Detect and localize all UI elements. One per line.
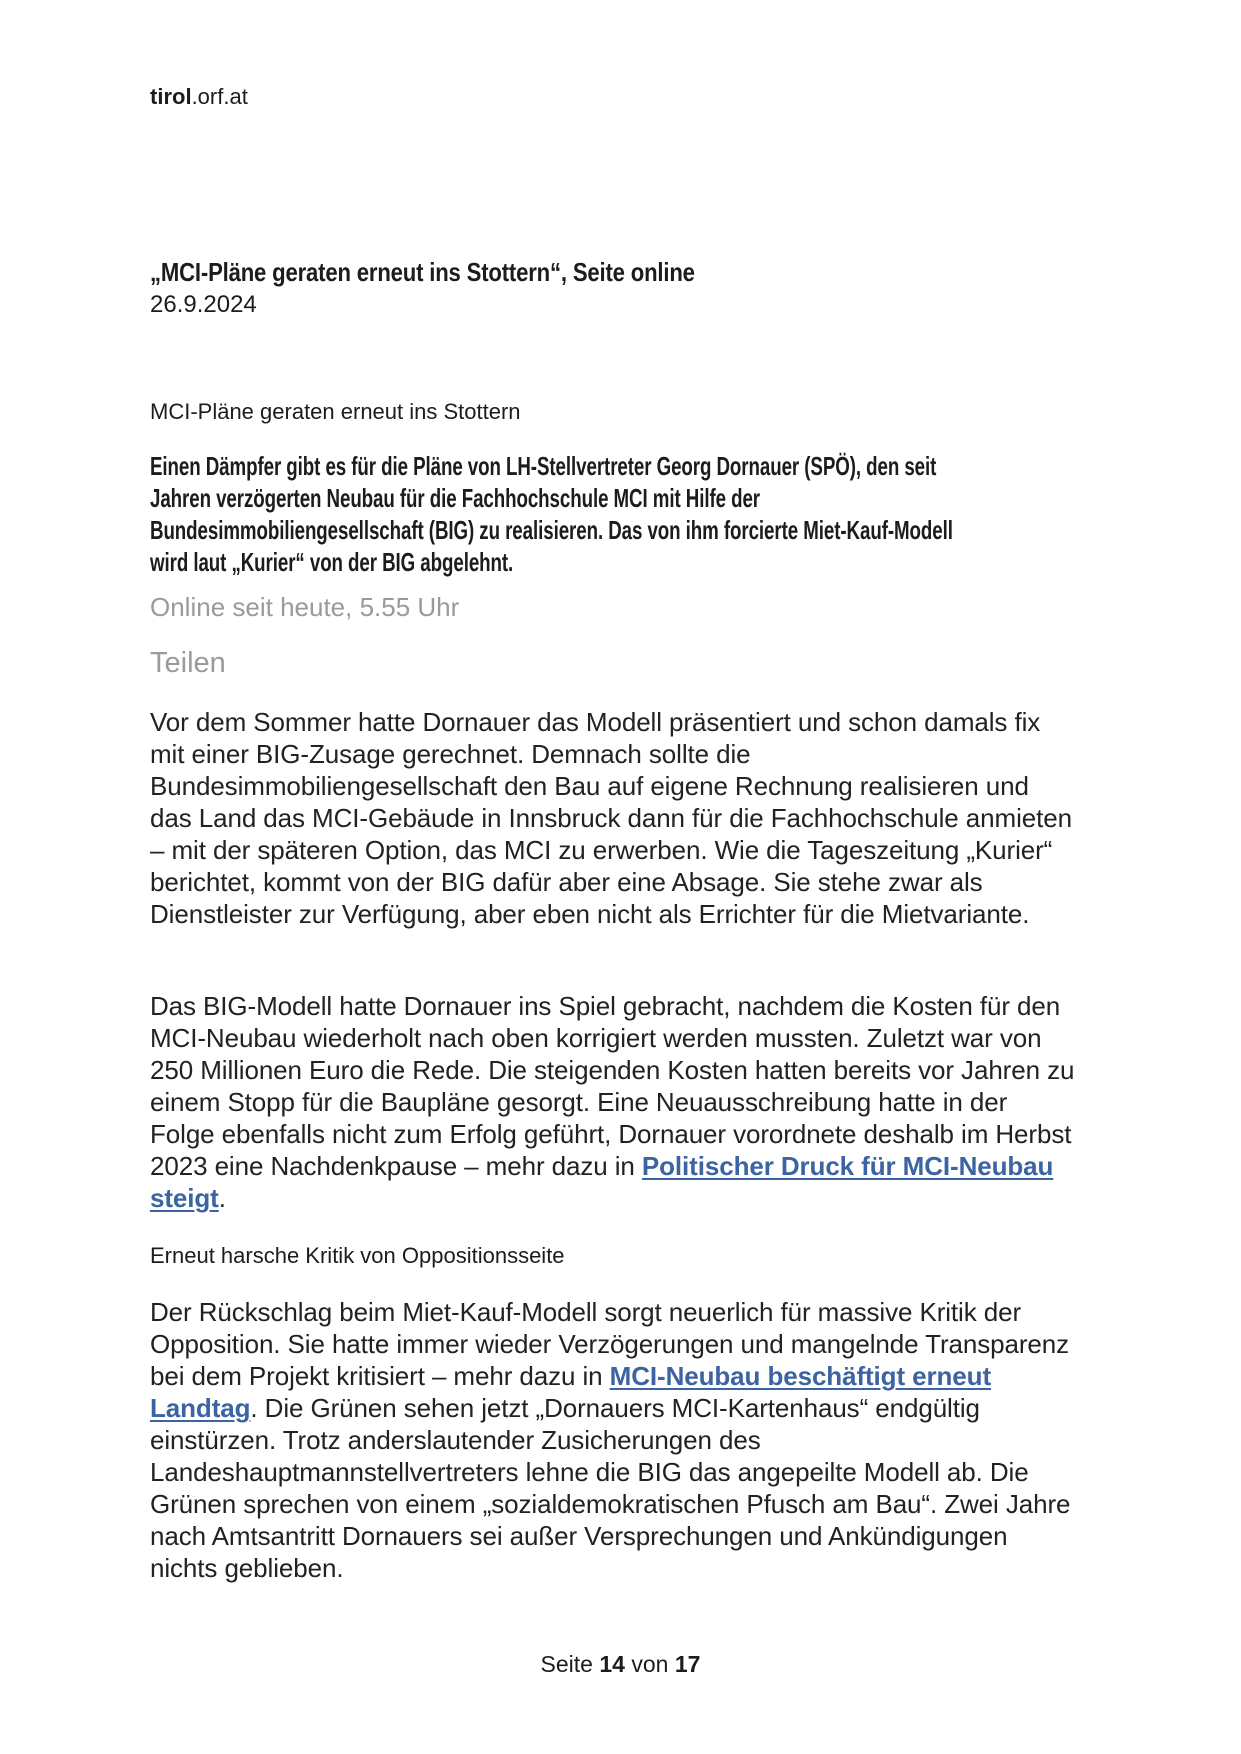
link-politischer-druck-mci-neubau[interactable]: Politischer Druck für MCI-Neubau steigt (150, 1151, 1054, 1213)
site-brand-bold: tirol (150, 84, 192, 109)
article-paragraph-3 (150, 1296, 1075, 1584)
site-brand-rest: .orf.at (191, 84, 248, 109)
share-button[interactable]: Teilen (150, 647, 226, 679)
page-number-total: 17 (674, 1651, 701, 1677)
link-mci-neubau-landtag[interactable]: MCI-Neubau beschäftigt erneut Landtag (150, 1361, 992, 1423)
paragraph-3-text: Der Rückschlag beim Miet-Kauf-Modell sorgt neuerlich für massive Kritik der Opposition. Sie hatte immer wieder Verzögerungen und mangelnde Transparenz bei dem Projekt kritisiert – mehr dazu in (150, 1297, 1070, 1391)
paragraph-2-text-after: . (218, 1183, 226, 1213)
article-lead-wrap (150, 450, 986, 578)
page-number-label: Seite (540, 1651, 600, 1677)
article-kicker: MCI-Pläne geraten erneut ins Stottern (150, 399, 521, 424)
page-title: „MCI-Pläne geraten erneut ins Stottern“, Seite online (150, 257, 695, 287)
article-paragraph-1: Vor dem Sommer hatte Dornauer das Modell präsentiert und schon damals fix mit einer BIG-Zusage gerechnet. Demnach sollte die Bundesimmobiliengesellschaft den Bau auf eigene Rechnung realisieren und das Land das MCI-Gebäude in Innsbruck dann für die Fachhochschule anmieten – mit der späteren Option, das MCI zu erwerben. Wie die Tageszeitung „Kurier“ berichtet, kommt von der BIG dafür aber eine Absage. Sie stehe zwar als Dienstleister zur Verfügung, aber eben nicht als Errichter für die Mietvariante. (150, 707, 1072, 929)
title-block (150, 256, 1210, 320)
article-lead: Einen Dämpfer gibt es für die Pläne von LH-Stellvertreter Georg Dornauer (SPÖ), den seit Jahren verzögerten Neubau für die Fachhochschule MCI mit Hilfe der Bundesimmobiliengesellschaft (BIG) zu realisieren. Das von ihm forcierte Miet-Kauf-Modell wird laut „Kurier“ von der BIG abgelehnt. (150, 451, 953, 577)
paragraph-2-text: Das BIG-Modell hatte Dornauer ins Spiel gebracht, nachdem die Kosten für den MCI-Neubau wiederholt nach oben korrigiert werden mussten. Zuletzt war von 250 Millionen Euro die Rede. Die steigenden Kosten hatten bereits vor Jahren zu einem Stopp für die Baupläne gesorgt. Eine Neuausschreibung hatte in der Folge ebenfalls nicht zum Erfolg geführt, Dornauer vorordnete deshalb im Herbst 2023 eine Nachdenkpause – mehr dazu in (150, 991, 1075, 1181)
paragraph-3-text-after: . Die Grünen sehen jetzt „Dornauers MCI-Kartenhaus“ endgültig einstürzen. Trotz anderslautender Zusicherungen des Landeshauptmannstellvertreters lehne die BIG das angepeilte Modell ab. Die Grünen sprechen von einem „sozialdemokratischen Pfusch am Bau“. Zwei Jahre nach Amtsantritt Dornauers sei außer Versprechungen und Ankündigungen nichts geblieben. (150, 1393, 1071, 1583)
site-brand (150, 84, 248, 110)
page-number-current: 14 (599, 1651, 625, 1677)
page-number (0, 1650, 1241, 1678)
article-paragraph-2 (150, 990, 1075, 1214)
page-number-separator: von (624, 1651, 675, 1677)
article-subheading: Erneut harsche Kritik von Oppositionsseite (150, 1243, 565, 1268)
online-since-timestamp: Online seit heute, 5.55 Uhr (150, 592, 460, 622)
article-date: 26.9.2024 (150, 291, 257, 318)
